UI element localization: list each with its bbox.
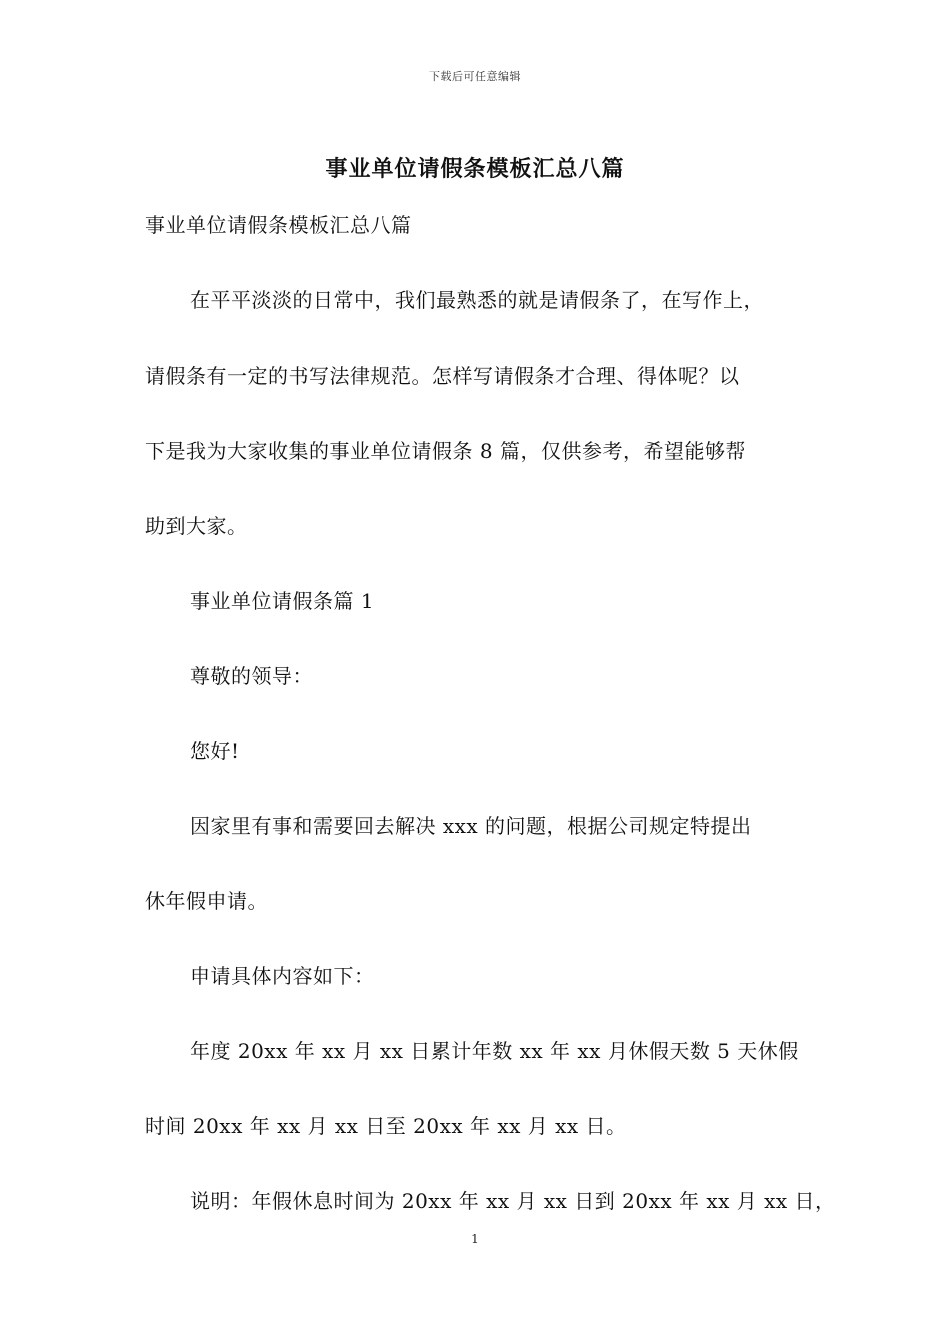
paragraph-line: 助到大家。: [145, 514, 248, 538]
subtitle-line: 事业单位请假条模板汇总八篇: [145, 213, 412, 237]
page-number: 1: [471, 1232, 479, 1246]
paragraph-line: 在平平淡淡的日常中，我们最熟悉的就是请假条了，在写作上，: [190, 288, 764, 312]
salutation-line: 尊敬的领导：: [190, 664, 313, 688]
paragraph-line: 因家里有事和需要回去解决 xxx 的问题，根据公司规定特提出: [190, 814, 752, 838]
paragraph-line: 申请具体内容如下：: [190, 964, 375, 988]
paragraph-line: 下是我为大家收集的事业单位请假条 8 篇，仅供参考，希望能够帮: [145, 439, 746, 463]
greeting-line: 您好!: [190, 739, 240, 763]
paragraph-line: 时间 20xx 年 xx 月 xx 日至 20xx 年 xx 月 xx 日。: [145, 1114, 627, 1138]
paragraph-line: 说明：年假休息时间为 20xx 年 xx 月 xx 日到 20xx 年 xx 月 xx 日，: [190, 1189, 836, 1213]
page-header-note: 下载后可任意编辑: [429, 70, 521, 83]
paragraph-line: 休年假申请。: [145, 889, 268, 913]
document-title: 事业单位请假条模板汇总八篇: [325, 156, 625, 182]
section-heading: 事业单位请假条篇 1: [190, 589, 375, 613]
paragraph-line: 请假条有一定的书写法律规范。怎样写请假条才合理、得体呢？以: [145, 364, 740, 388]
paragraph-line: 年度 20xx 年 xx 月 xx 日累计年数 xx 年 xx 月休假天数 5 天休假: [190, 1039, 799, 1063]
